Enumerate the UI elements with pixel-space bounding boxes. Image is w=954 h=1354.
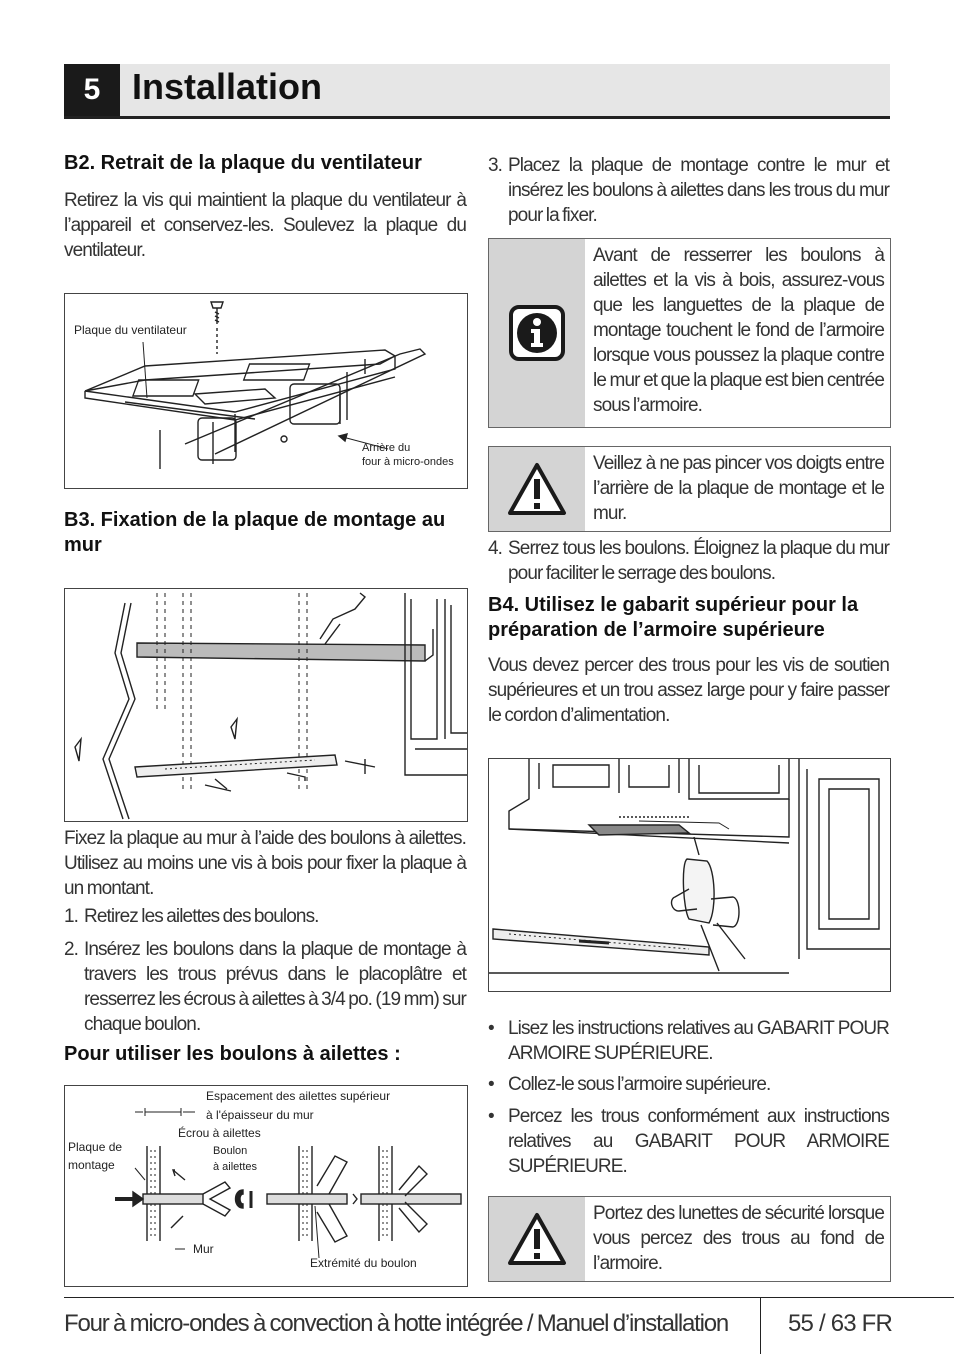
info-note-text: Avant de resserrer les boulons à ailettes et la vis à bois, assurez-vous que les languettes de la plaque de montage touchent le fond de l’armoire lorsque vous poussez la plaque contre le mur et que la plaque est bien centrée sous l’armoire. [593,245,884,416]
upper-cabinet-drilling-illustration [489,759,890,991]
step-2-number: 2. [64,939,79,960]
step-3-number: 3. [488,155,503,176]
mounting-plate-wall-figure [64,588,468,822]
bullet-item-2-text: Collez-le sous l’armoire supérieure. [508,1074,771,1095]
section-b4-text: Vous devez percer des trous pour les vis de soutien supérieures et un trou assez large pour y faire passer le cordon d’alimentation. [488,655,889,726]
toggle-bolt-figure [64,1085,468,1287]
bullet-item-3 [488,1104,889,1179]
section-b3-text: Fixez la plaque au mur à l’aide des boulons à ailettes. Utilisez au moins une vis à bois pour fixer la plaque à un montant. [64,828,466,899]
oven-rear-label-line1: Arrière du [362,442,411,454]
step-4-text: Serrez tous les boulons. Éloignez la plaque du mur pour faciliter le serrage des boulons. [508,538,889,584]
fig3-bolt-end-label: Extrémité du boulon [310,1256,417,1270]
warning-note-glasses-text: Portez des lunettes de sécurité lorsque vous percez des trous au fond de l’armoire. [593,1203,884,1274]
step-2-text: Insérez les boulons dans la plaque de montage à travers les trous prévus dans le placoplâtre et resserrez les écrous à ailettes à 3/4 po. (19 mm) sur chaque boulon. [84,939,466,1035]
toggle-bolts-title: Pour utiliser les boulons à ailettes : [64,1043,401,1065]
warning-note-fingers-text: Veillez à ne pas pincer vos doigts entre l’arrière de la plaque de montage et le mur. [593,453,884,524]
warning-icon-cell [489,1197,585,1281]
bullet-item-1 [488,1016,889,1066]
fan-plate-label: Plaque du ventilateur [74,323,187,337]
step-4-number: 4. [488,538,503,559]
bullet-dot: • [488,1074,494,1095]
warning-note-fingers [488,446,891,532]
section-b4-title: B4. Utilisez le gabarit supérieur pour la préparation de l’armoire supérieure [488,594,859,641]
fig3-plate-label-2: montage [68,1158,115,1172]
warning-note-glasses [488,1196,891,1282]
oven-rear-label-line2: four à micro-ondes [362,456,454,468]
bullet-item-2 [488,1072,889,1097]
warning-icon [506,1211,568,1267]
footer-divider [760,1297,761,1354]
warning-icon-cell [489,447,585,531]
footer-title: Four à micro-ondes à convection à hotte intégrée / Manuel d’installation [64,1310,729,1337]
chapter-title: Installation [132,66,323,107]
step-3 [488,153,889,228]
page-number: 55 / 63 FR [788,1310,893,1337]
bullet-dot: • [488,1018,494,1039]
step-1 [64,904,466,929]
fig3-spacing-label-2: à l'épaisseur du mur [206,1108,314,1122]
fig3-spacing-label-1: Espacement des ailettes supérieur [206,1089,391,1103]
step-1-number: 1. [64,906,79,927]
chapter-number: 5 [64,64,120,116]
info-note [488,238,891,428]
fig3-bolt-label-2: à ailettes [213,1161,258,1173]
bullet-dot: • [488,1106,494,1127]
footer-rule [64,1297,954,1298]
fig3-bolt-label-1: Boulon [213,1145,248,1157]
step-2 [64,937,466,1037]
section-b2-title: B2. Retrait de la plaque du ventilateur [64,152,422,174]
bullet-item-1-text: Lisez les instructions relatives au GABARIT POUR ARMOIRE SUPÉRIEURE. [508,1018,889,1064]
section-b3-title: B3. Fixation de la plaque de montage au mur [64,509,446,556]
step-1-text: Retirez les ailettes des boulons. [84,906,319,927]
step-4 [488,536,889,586]
info-icon [509,305,565,361]
info-icon-cell [489,239,585,427]
fig3-nut-label: Écrou à ailettes [178,1126,261,1140]
mounting-plate-wall-illustration [65,589,467,821]
fig3-plate-label-1: Plaque de [68,1140,123,1154]
upper-cabinet-drilling-figure [488,758,891,992]
fan-plate-figure [64,293,468,489]
warning-icon [506,461,568,517]
fig3-wall-label: Mur [193,1242,214,1256]
bullet-item-3-text: Percez les trous conformément aux instructions relatives au GABARIT POUR ARMOIRE SUPÉRIEURE. [508,1106,889,1177]
step-3-text: Placez la plaque de montage contre le mur et insérez les boulons à ailettes dans les trous du mur pour la fixer. [508,155,889,226]
section-b2-text: Retirez la vis qui maintient la plaque du ventilateur à l’appareil et conservez-les. Soulevez la plaque du ventilateur. [64,190,466,261]
